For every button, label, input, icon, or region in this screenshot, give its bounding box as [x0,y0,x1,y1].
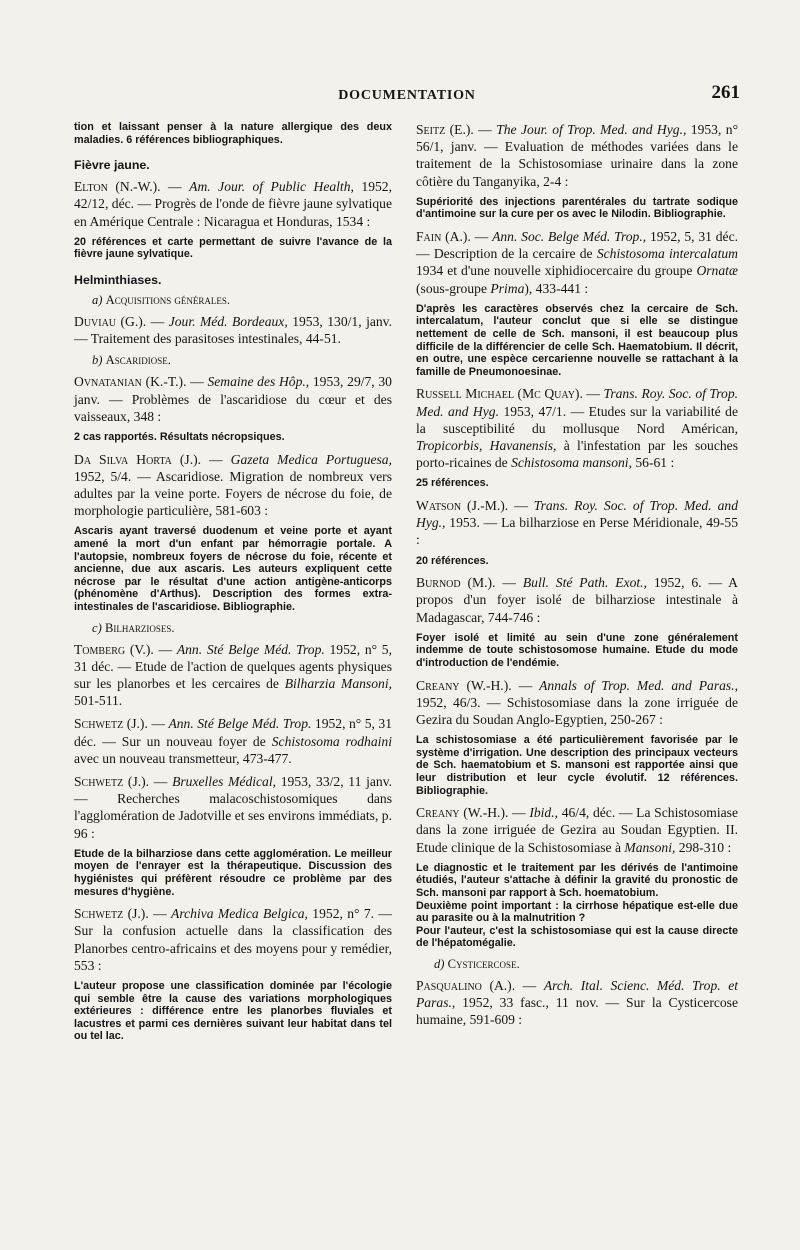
citation-text: 1952, 5/4. — Ascaridiose. Migration de nombreux vers adultes par la veine porte. Foyers de nécrose du foie, de morphologie particulière, 581-603 : [74,468,392,519]
reference-schwetz-1: Schwetz (J.). — Ann. Sté Belge Méd. Trop. 1952, n° 5, 31 déc. — Sur un nouveau foyer de Schistosoma rodhaini avec un nouveau transmetteur, 473-477. [74,716,393,766]
abstract-burnod: Foyer isolé et limité au sein d'une zone généralement indemme de toute schistosomose humaine. Etude du mode d'introduction de l'endémie. [416,631,738,669]
species-name: Tropicorbis, Havanensis, [416,437,557,453]
subsection-d [434,957,738,972]
citation-text: (sous-groupe [416,280,491,296]
reference-creany-1: Creany (W.-H.). — Annals of Trop. Med. and Paras., 1952, 46/3. — Schistosomiase dans la zone irriguée de Gezira du Soudan Anglo-Egyptien, 250-267 : [416,677,738,727]
species-name: Sch. mansoni [416,886,487,899]
journal: Bruxelles Médical, [172,773,277,789]
citation-text: 1953, 47/1. — Etudes sur la variabilité de la susceptibilité du mollusque Nord Américan, [416,403,738,436]
citation-text: 1953, 130/1, janv. — Traitement des parasitoses intestinales, 44-51. [74,313,392,347]
abstract-schwetz-2: Etude de la bilharziose dans cette agglomération. Le meilleur moyen de l'enrayer est la thérapeutique. Discussion des hygiénistes qui préfèrent résoudre ce problème par des mesures d'hygiène. [74,847,392,898]
citation-text: 1952, 6. — A propos d'un foyer isolé de bilharziose intestinale à Madagascar, 744-746 : [416,575,739,625]
subsection-a [92,293,392,308]
citation-text: 1952, 33 fasc., 11 nov. — Sur la Cysticercose humaine, 591-609 : [416,995,738,1028]
citation-text: 1952, n° 5, 31 déc. — Sur un nouveau foyer de [74,716,393,749]
abstract-da-silva-horta: Ascaris ayant traversé duodenum et veine porte et ayant amené la mort d'un enfant par hémorragie portale. A l'autopsie, nombreux foyers de nécrose du foie, récente et ancienne, due aux ascaris. Les auteurs expliquent cette nécrose par le résultat d'une action antigène-anticorps (phénomène d'Arthus). Description des formes extra-intestinales de l'ascaridiose. Bibliographie. [74,525,392,613]
abstract-schwetz-3: L'auteur propose une classification dominée par l'écologie qui semble être la cause des variations morphologiques extérieures : différence entre les planorbes fluviales et lacustres et parmi ces dernières suivant leur habitat dans tel ou tel lac. [74,979,392,1043]
species-name: Sch. hoematobium. [558,886,659,899]
journal: Gazeta Medica Portuguesa, [230,451,393,467]
citation-text: 1952, 42/12, déc. — Progrès de l'onde de fièvre jaune sylvatique en Amérique Centrale : Nicaragua et Honduras, 1534 : [74,179,393,229]
journal: Arch. Ital. Scienc. Méd. Trop. et Paras., [416,977,739,1011]
reference-ovnatanian: Ovnatanian (K.-T.). — Semaine des Hôp., 1953, 29/7, 30 janv. — Problèmes de l'ascaridiose du cœur et des vaisseaux, 348 : [74,374,392,424]
citation-text: ), 433-441 : [524,280,589,296]
reference-da-silva-horta: Da Silva Horta (J.). — Gazeta Medica Portuguesa, 1952, 5/4. — Ascaridiose. Migration de nombreux vers adultes par la veine porte. Foyers de nécrose du foie, de morphologie particulière, 581-603 : [74,451,393,519]
species-name: S. mansoni [550,759,610,772]
author: Da Silva Horta (J.). [74,451,202,467]
citation-text: 1953. — La bilharziose en Perse Méridionale, 49-55 : [416,515,738,548]
abstract-fain [416,303,738,379]
author: Schwetz (J.). [74,773,150,789]
abstract-text: l'auteur conclut que si elle se distingue nettement de celle de [416,315,738,340]
author: Fain (A.). [416,229,471,244]
left-column [74,121,392,1050]
running-title: DOCUMENTATION [338,88,476,103]
abstract-text: et [531,759,551,772]
species-name: Schistosoma intercalatum [596,246,738,262]
citation-text: 1953, 29/7, 30 janv. — Problèmes de l'ascaridiose du cœur et des vaisseaux, 348 : [74,374,392,424]
abstract-russell: 25 références. [416,477,489,490]
species-name: Mansoni, [624,839,676,855]
subsection-letter: a) [92,292,103,307]
reference-seitz: Seitz (E.). — The Jour. of Trop. Med. and Hyg., 1953, n° 56/1, janv. — Evaluation de méthodes variées dans le traitement de la Schistosomiase urinaire dans la zone côtière du Tanganyika, 2-4 : [416,122,739,189]
subsection-c [92,621,392,636]
subsection-letter: c) [92,620,102,635]
journal: Annals of Trop. Med. and Paras., [539,677,738,693]
reference-creany-2: Creany (W.-H.). — Ibid., 46/4, déc. — La Schistosomiase dans la zone irriguée de Gezira au Soudan Egyptien. II. Etude clinique de la Schistosomiase à Mansoni, 298-310 : [416,805,739,855]
subsection-title: Acquisitions générales. [105,292,231,307]
species-name: Sch. intercalatum, [416,302,738,328]
author: Ovnatanian (K.-T.). [74,374,187,390]
citation-text: 1952, n° 7. — Sur la confusion actuelle dans la classification des Planorbes centro-africains et des moyens pour y remédier, 553 : [74,906,392,973]
journal: Trans. Roy. Soc. of Trop. Med. and Hyg., [416,497,739,531]
citation-text: 298-310 : [675,839,732,855]
reference-schwetz-3: Schwetz (J.). — Archiva Medica Belgica, 1952, n° 7. — Sur la confusion actuelle dans la classification des Planorbes centro-africains et des moyens pour y remédier, 553 : [74,906,392,973]
citation-text: 1953, n° 56/1, janv. — Evaluation de méthodes variées dans le traitement de la Schistosomiase urinaire dans la zone côtière du Tanganyika, 2-4 : [416,122,739,189]
species-name: Bilharzia Mansoni, [284,675,392,691]
species-name: Sch. haematobium [433,759,532,772]
reference-duviau: Duviau (G.). — Jour. Méd. Bordeaux, 1953, 130/1, janv. — Traitement des parasitoses intestinales, 44-51. [74,313,392,347]
citation-text: 1952, 5, 31 déc. — Description de la cercaire de [416,229,739,262]
reference-tomberg: Tomberg (V.). — Ann. Sté Belge Méd. Trop. 1952, n° 5, 31 déc. — Etude de l'action de quelques agents physiques sur les planorbes et les cercaires de Bilharzia Mansoni, 501-511. [74,641,392,709]
citation-text: à l'infestation par les souches porto-ricaines de [416,437,738,471]
journal: Jour. Méd. Bordeaux, [168,313,288,329]
journal: Ann. Soc. Belge Méd. Trop., [492,229,647,244]
journal: Bull. Sté Path. Exot., [522,575,647,591]
page-number: 261 [711,82,740,103]
page-header [74,84,740,110]
author: Tomberg (V.). [74,641,154,657]
section-heading-fievre-jaune: Fièvre jaune. [74,158,150,173]
abstract-text: D'après les caractères observés chez la cercaire de [416,302,716,315]
reference-burnod: Burnod (M.). — Bull. Sté Path. Exot., 1952, 6. — A propos d'un foyer isolé de bilharziose intestinale à Madagascar, 744-746 : [416,575,739,625]
author: Pasqualino (A.). [416,977,516,993]
right-column [416,121,738,1035]
citation-text: 1952, n° 5, 31 déc. — Etude de l'action de quelques agents physiques sur les planorbes et les cercaires de [74,641,392,691]
reference-elton: Elton (N.-W.). — Am. Jour. of Public Health, 1952, 42/12, déc. — Progrès de l'onde de fièvre jaune sylvatique en Amérique Centrale : Nicaragua et Honduras, 1534 : [74,179,393,229]
species-name: Prima [490,280,525,296]
species-name: Schistosoma mansoni, [511,455,632,471]
reference-pasqualino: Pasqualino (A.). — Arch. Ital. Scienc. Méd. Trop. et Paras., 1952, 33 fasc., 11 nov. — Sur la Cysticercose humaine, 591-609 : [416,977,739,1028]
subsection-letter: b) [92,353,103,368]
citation-text: 1953, 33/2, 11 janv. — Recherches malacoschistosomiques dans l'agglomération de Jadotville et ses environs immédiats, p. 96 : [74,773,393,841]
reference-fain: Fain (A.). — Ann. Soc. Belge Méd. Trop., 1952, 5, 31 déc. — Description de la cercaire de Schistosoma intercalatum 1934 et d'une nouvelle xiphidiocercaire du groupe Ornatæ (sous-groupe Prima), 433-441 : [416,229,739,296]
journal: Am. Jour. of Public Health, [189,179,354,195]
section-heading-helminthiases: Helminthiases. [74,272,162,287]
journal: Semaine des Hôp., [207,374,310,390]
subsection-letter: d) [434,956,445,971]
author: Schwetz (J.). [74,716,148,732]
subsection-title: Bilharzioses. [104,620,175,635]
author: Watson (J.-M.). [416,497,509,513]
abstract-text: Il décrit, en outre, une espèce cercarienne nouvelle se rattachant à la famille de Pneumonoesinae. [416,340,738,378]
abstract-text: par rapport à [486,886,559,899]
species-name: Sch. Haematobium. [591,340,693,353]
abstract-text: Deuxième point important : la cirrhose hépatique est-elle due au parasite ou à la malnutrition ? [416,899,738,925]
abstract-seitz: Supériorité des injections parentérales du tartrate sodique d'antimoine sur la cure per os avec le Nilodin. Bibliographie. [416,195,738,221]
reference-schwetz-2: Schwetz (J.). — Bruxelles Médical, 1953, 33/2, 11 janv. — Recherches malacoschistosomiques dans l'agglomération de Jadotville et ses environs immédiats, p. 96 : [74,773,393,841]
author: Creany (W.-H.). [416,677,512,693]
journal: The Jour. of Trop. Med. and Hyg., [496,122,687,137]
continued-note: tion et laissant penser à la nature allergique des deux maladies. 6 références bibliographiques. [74,121,392,146]
journal: Ann. Sté Belge Méd. Trop. [168,716,312,732]
subsection-b [92,353,392,368]
abstract-creany-2 [416,862,738,950]
abstract-ovnatanian: 2 cas rapportés. Résultats nécropsiques. [74,431,285,443]
citation-text: 501-511. [74,693,123,709]
author: Seitz (E.). [416,122,474,137]
journal: Trans. Roy. Soc. of Trop. Med. and Hyg. [416,386,739,419]
abstract-text: Le diagnostic et le traitement par les dérivés de l'antimoine étudiés, l'auteur s'attache à définir la gravité du pronostic de [416,861,738,887]
abstract-watson: 20 références. [416,554,489,567]
reference-watson: Watson (J.-M.). — Trans. Roy. Soc. of Trop. Med. and Hyg., 1953. — La bilharziose en Perse Méridionale, 49-55 : [416,497,739,548]
subsection-title: Cysticercose. [447,956,520,971]
author: Duviau (G.). [74,313,147,329]
abstract-elton: 20 références et carte permettant de suivre l'avance de la fièvre jaune sylvatique. [74,235,392,261]
citation-text: 1952, 46/3. — Schistosomiase dans la zone irriguée de Gezira du Soudan Anglo-Egyptien, 250-267 : [416,694,738,727]
abstract-text: il est beaucoup plus difficile de la différencier de celle [416,328,738,353]
author: Creany (W.-H.). [416,805,509,821]
journal: Archiva Medica Belgica, [171,906,308,922]
abstract-creany-1 [416,734,738,797]
abstract-text: Pour l'auteur, c'est la schistosomiase qui est la cause directe de l'hépatomégalie. [416,924,738,950]
abstract-text: La schistosomiase a été particulièrement favorisée par le système d'irrigation. Une description des principaux vecteurs de [416,734,738,772]
citation-text: 46/4, déc. — La Schistosomiase dans la zone irriguée de Gezira au Soudan Egyptien. II. Etude clinique de la Schistosomiase à [416,805,739,855]
author: Burnod (M.). [416,575,496,591]
subsection-title: Ascaridiose. [105,353,171,368]
author: Schwetz (J.). [74,906,149,922]
abstract-text: est rapportée ainsi que leur distribution et leur cycle évolutif. 12 références. Bibliographie. [416,759,738,797]
journal: Ibid., [529,805,559,821]
species-name: Ornatæ [696,263,738,279]
citation-text: avec un nouveau transmetteur, 473-477. [74,750,292,766]
citation-text: 56-61 : [631,455,675,471]
author: Elton (N.-W.). [74,179,161,195]
species-name: Sch. mansoni, [541,328,619,340]
reference-russell: Russell Michael (Mc Quay). — Trans. Roy. Soc. of Trop. Med. and Hyg. 1953, 47/1. — Etudes sur la variabilité de la susceptibilité du mollusque Nord Américan, Tropicorbis, Havanensis, à l'infestation par les souches porto-ricaines de Schistosoma mansoni, 56-61 : [416,386,739,471]
citation-text: 1934 et d'une nouvelle xiphidiocercaire du groupe [416,263,697,279]
author: Russell Michael (Mc Quay). [416,386,583,402]
species-name: Schistosoma rodhaini [271,733,393,749]
journal: Ann. Sté Belge Méd. Trop. [176,641,325,657]
